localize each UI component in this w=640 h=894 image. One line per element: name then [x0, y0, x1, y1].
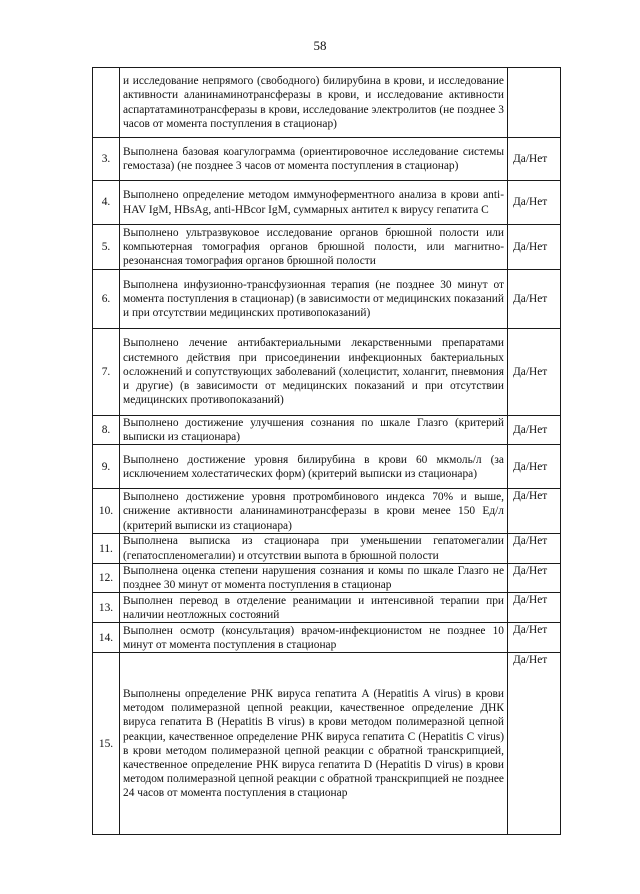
criterion-text: Выполнено определение методом иммуноферментного анализа в крови anti-HAV IgM, HBsAg, anti-HBcor IgM, суммарных антител к вирусу гепатита С	[120, 181, 508, 225]
row-number: 6.	[93, 270, 120, 329]
answer-cell: Да/Нет	[508, 489, 561, 534]
answer-cell: Да/Нет	[508, 593, 561, 623]
table-row	[93, 445, 561, 489]
criterion-text: Выполнена выписка из стационара при уменьшении гепатомегалии (гепатоспленомегалии) и отсутствии выпота в брюшной полости	[120, 534, 508, 563]
criterion-text: Выполнено лечение антибактериальными лекарственными препаратами системного действия при присоединении инфекционных бактериальных осложнений и сопутствующих заболеваний (холецистит, холангит, пневмония и другие) (в зависимости от медицинских показаний и при отсутствии медицинских противопоказаний)	[120, 329, 508, 416]
table-row	[93, 653, 561, 835]
answer-cell	[508, 68, 561, 138]
criterion-text: Выполнена инфузионно-трансфузионная терапия (не позднее 30 минут от момента поступления в стационар) (в зависимости от медицинских показаний и при отсутствии медицинских противопоказаний)	[120, 270, 508, 329]
answer-cell: Да/Нет	[508, 138, 561, 181]
table-row	[93, 534, 561, 563]
table-row	[93, 329, 561, 416]
row-number: 13.	[93, 593, 120, 623]
answer-cell: Да/Нет	[508, 329, 561, 416]
row-number: 8.	[93, 416, 120, 445]
table-row	[93, 623, 561, 653]
answer-cell: Да/Нет	[508, 225, 561, 270]
row-number: 10.	[93, 489, 120, 534]
answer-cell: Да/Нет	[508, 623, 561, 653]
answer-cell: Да/Нет	[508, 445, 561, 489]
criterion-text: Выполнено достижение уровня протромбинового индекса 70% и выше, снижение активности аланинаминотрансферазы в крови менее 150 Ед/л (критерий выписки из стационара)	[120, 489, 508, 534]
criterion-text: Выполнен осмотр (консультация) врачом-инфекционистом не позднее 10 минут от момента поступления в стационар	[120, 623, 508, 653]
answer-cell: Да/Нет	[508, 416, 561, 445]
answer-cell: Да/Нет	[508, 563, 561, 592]
criteria-table	[92, 67, 561, 835]
criterion-text: Выполнен перевод в отделение реанимации и интенсивной терапии при наличии неотложных состояний	[120, 593, 508, 623]
table-row	[93, 181, 561, 225]
row-number: 7.	[93, 329, 120, 416]
page-number: 58	[313, 38, 327, 53]
criterion-text: Выполнено достижение уровня билирубина в крови 60 мкмоль/л (за исключением холестатических форм) (критерий выписки из стационара)	[120, 445, 508, 489]
table-row	[93, 593, 561, 623]
row-number: 3.	[93, 138, 120, 181]
criterion-text: Выполнена базовая коагулограмма (ориентировочное исследование системы гемостаза) (не позднее 3 часов от момента поступления в стационар)	[120, 138, 508, 181]
row-number: 14.	[93, 623, 120, 653]
row-number: 15.	[93, 653, 120, 835]
table-row	[93, 416, 561, 445]
answer-cell: Да/Нет	[508, 653, 561, 835]
table-row	[93, 489, 561, 534]
table-row	[93, 138, 561, 181]
row-number: 11.	[93, 534, 120, 563]
row-number: 9.	[93, 445, 120, 489]
table-row	[93, 563, 561, 592]
row-number	[93, 68, 120, 138]
criterion-text: Выполнены определение РНК вируса гепатита A (Hepatitis A virus) в крови методом полимеразной цепной реакции, качественное определение ДНК вируса гепатита B (Hepatitis B virus) в крови методом полимеразной цепной реакции, качественное определение РНК вируса гепатита C (Hepatitis C virus) в крови методом полимеразной цепной реакции с обратной транскрипцией, качественное определение РНК вируса гепатита D (Hepatitis D virus) в крови методом полимеразной цепной реакции с обратной транскрипцией не позднее 24 часов от момента поступления в стационар	[120, 653, 508, 835]
answer-cell: Да/Нет	[508, 270, 561, 329]
row-number: 12.	[93, 563, 120, 592]
table-row	[93, 68, 561, 138]
answer-cell: Да/Нет	[508, 181, 561, 225]
criterion-text: Выполнено достижение улучшения сознания по шкале Глазго (критерий выписки из стационара)	[120, 416, 508, 445]
criterion-text: и исследование непрямого (свободного) билирубина в крови, и исследование активности аланинаминотрансферазы в крови, и исследование активности аспартатаминотрансферазы в крови, исследование электролитов (не позднее 3 часов от момента поступления в стационар)	[120, 68, 508, 138]
criterion-text: Выполнено ультразвуковое исследование органов брюшной полости или компьютерная томография органов брюшной полости, или магнитно-резонансная томография органов брюшной полости	[120, 225, 508, 270]
row-number: 5.	[93, 225, 120, 270]
criterion-text: Выполнена оценка степени нарушения сознания и комы по шкале Глазго не позднее 30 минут от момента поступления в стационар	[120, 563, 508, 592]
row-number: 4.	[93, 181, 120, 225]
table-row	[93, 270, 561, 329]
answer-cell: Да/Нет	[508, 534, 561, 563]
table-row	[93, 225, 561, 270]
